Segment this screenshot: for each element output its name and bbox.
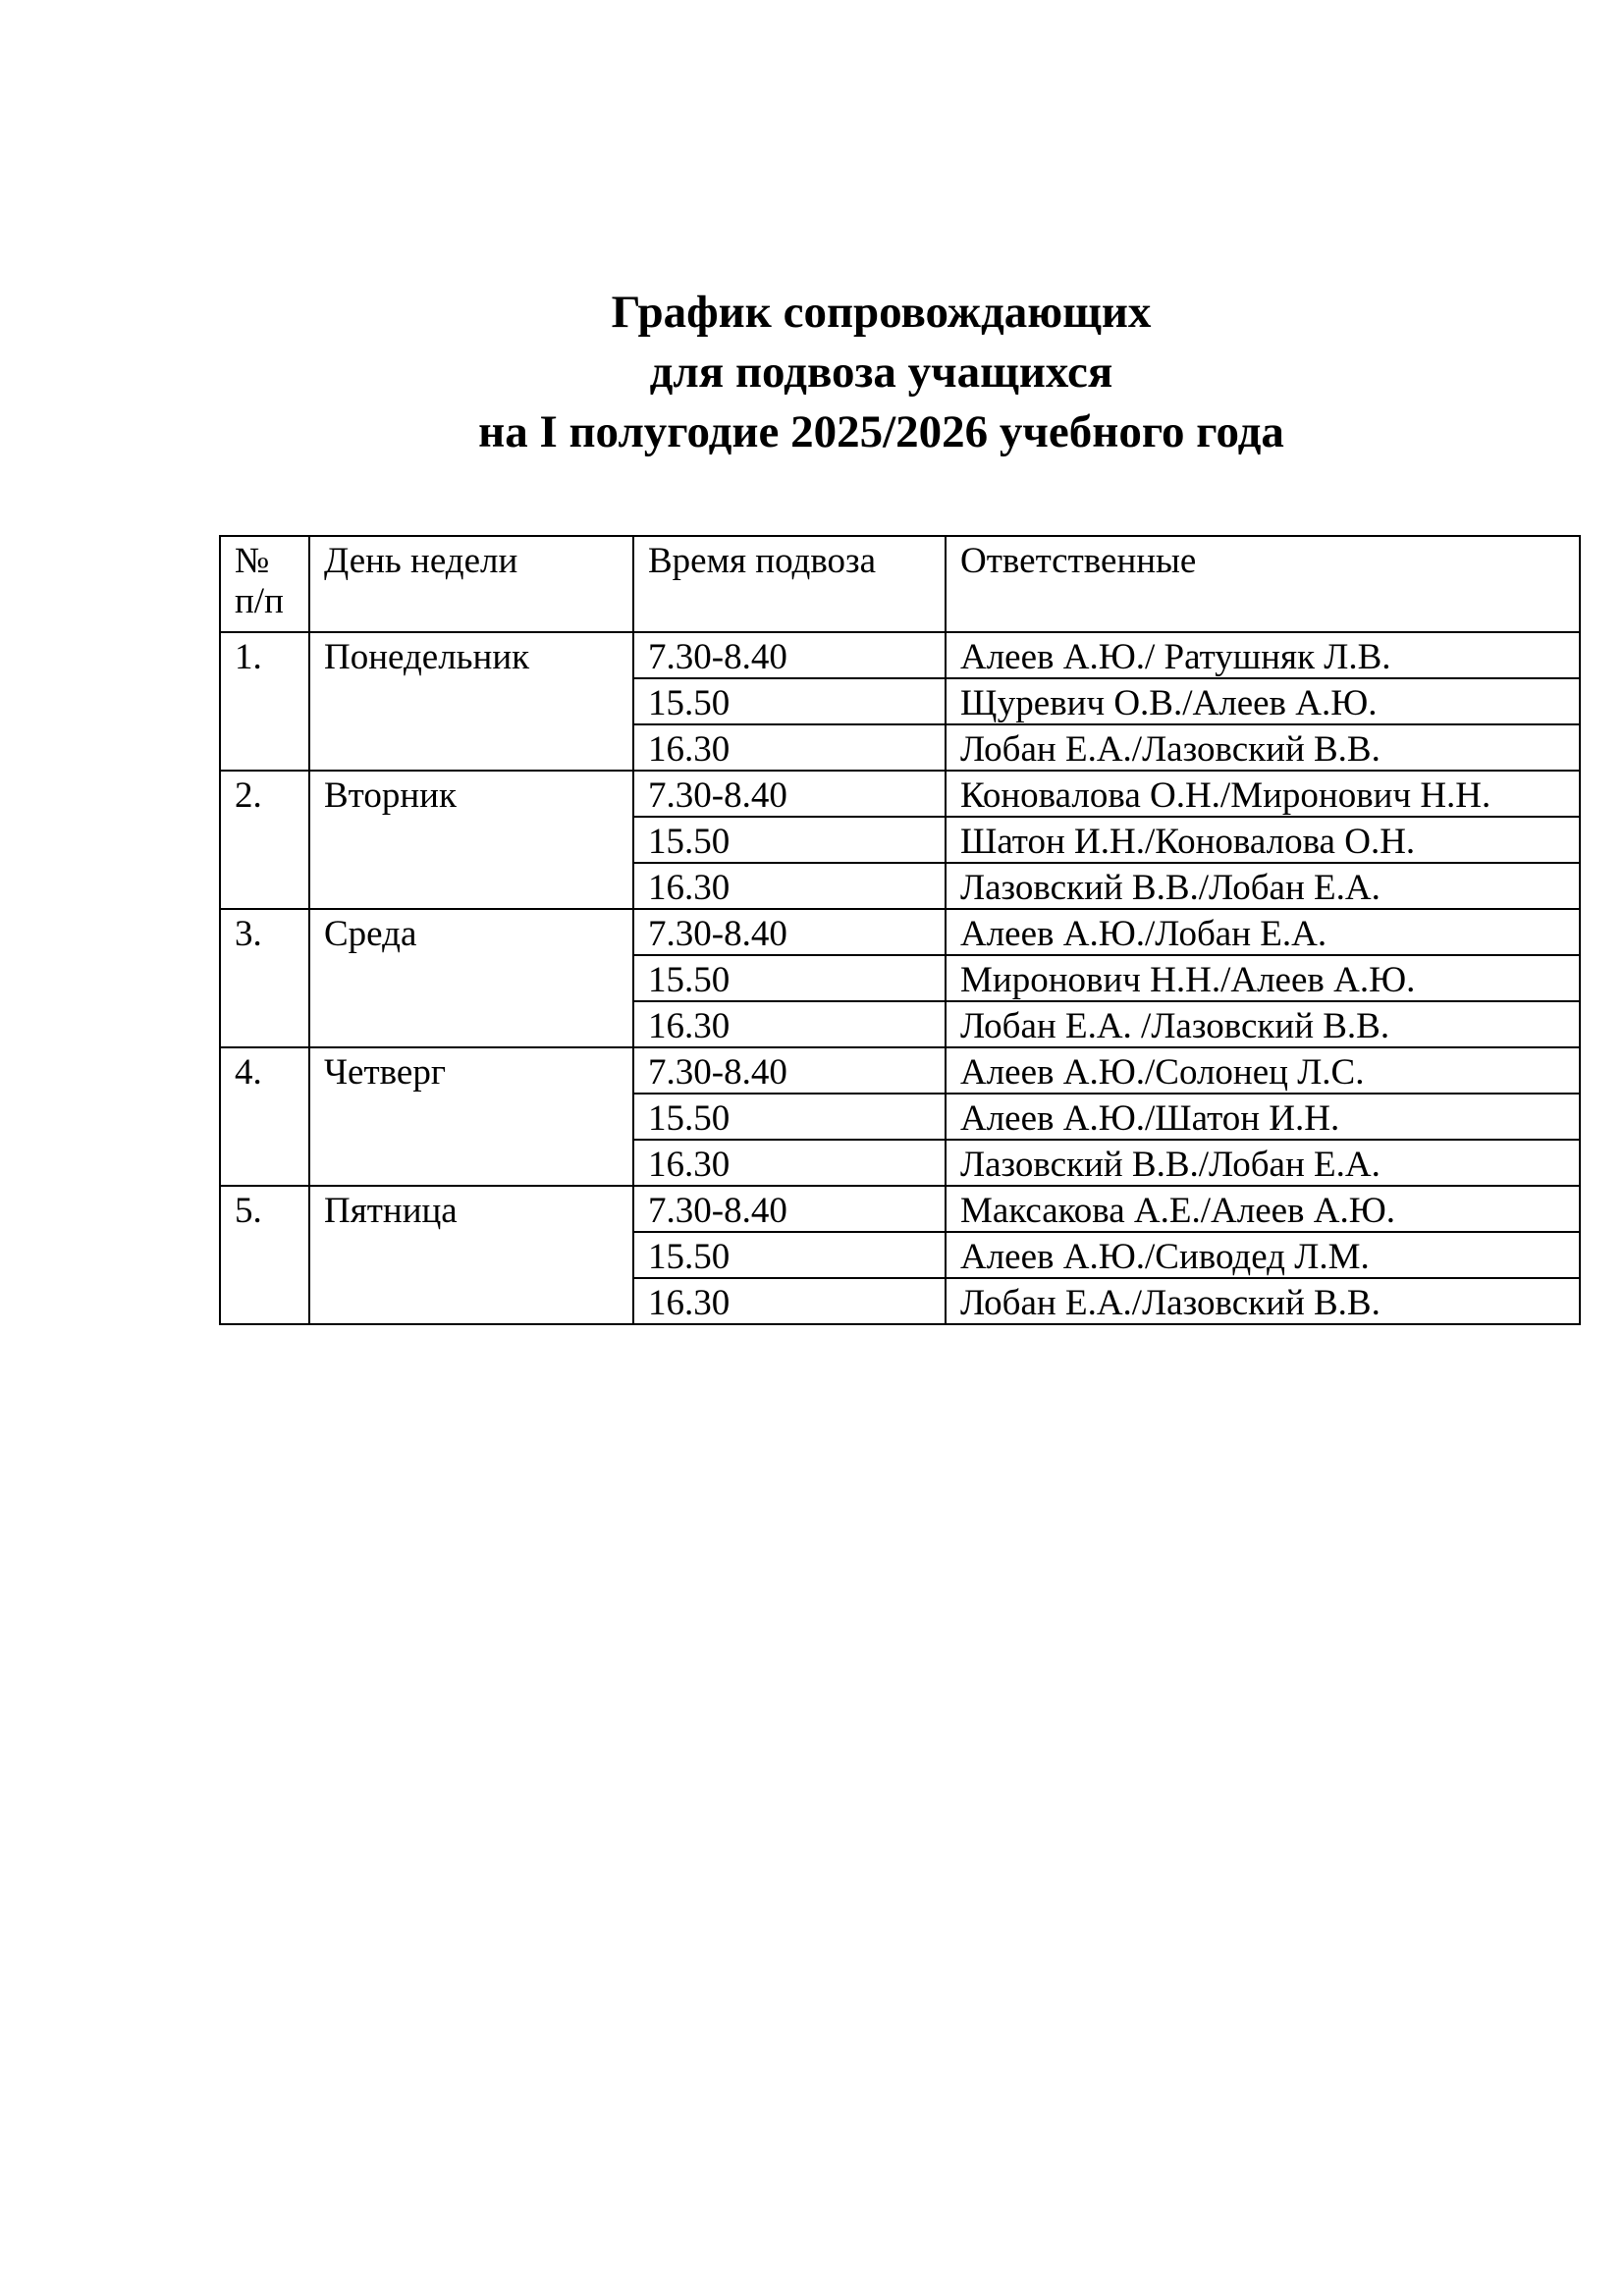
weekday: Среда [309,909,633,1047]
time-slot: 7.30-8.40 [633,632,946,678]
row-number: 1. [220,632,309,771]
responsible-persons: Миронович Н.Н./Алеев А.Ю. [946,955,1580,1001]
time-slot: 16.30 [633,1001,946,1047]
table-header-row [220,536,1580,632]
weekday: Понедельник [309,632,633,771]
time-slot: 7.30-8.40 [633,909,946,955]
table-row [220,771,1580,817]
table-row [220,1047,1580,1094]
responsible-persons: Лобан Е.А./Лазовский В.В. [946,724,1580,771]
time-slot: 15.50 [633,1232,946,1278]
responsible-persons: Шатон И.Н./Коновалова О.Н. [946,817,1580,863]
table-row [220,632,1580,678]
time-slot: 7.30-8.40 [633,1186,946,1232]
table-row [220,1186,1580,1232]
document-title [0,283,1624,462]
responsible-persons: Лазовский В.В./Лобан Е.А. [946,863,1580,909]
schedule-table [219,535,1581,1325]
responsible-persons: Алеев А.Ю./Лобан Е.А. [946,909,1580,955]
time-slot: 15.50 [633,955,946,1001]
row-number: 4. [220,1047,309,1186]
header-num-label: № п/п [235,541,284,621]
time-slot: 15.50 [633,1094,946,1140]
weekday: Вторник [309,771,633,909]
title-line-1: График сопровождающих [611,287,1152,338]
time-slot: 15.50 [633,678,946,724]
title-line-2: для подвоза учащихся [649,347,1113,398]
responsible-persons: Алеев А.Ю./Сиводед Л.М. [946,1232,1580,1278]
header-num [220,536,309,632]
header-day: День недели [309,536,633,632]
time-slot: 16.30 [633,1140,946,1186]
responsible-persons: Коновалова О.Н./Миронович Н.Н. [946,771,1580,817]
weekday: Пятница [309,1186,633,1324]
row-number: 5. [220,1186,309,1324]
time-slot: 15.50 [633,817,946,863]
responsible-persons: Алеев А.Ю./Шатон И.Н. [946,1094,1580,1140]
row-number: 2. [220,771,309,909]
time-slot: 16.30 [633,1278,946,1324]
header-time: Время подвоза [633,536,946,632]
time-slot: 7.30-8.40 [633,1047,946,1094]
weekday: Четверг [309,1047,633,1186]
responsible-persons: Лазовский В.В./Лобан Е.А. [946,1140,1580,1186]
responsible-persons: Лобан Е.А./Лазовский В.В. [946,1278,1580,1324]
responsible-persons: Алеев А.Ю./ Ратушняк Л.В. [946,632,1580,678]
responsible-persons: Максакова А.Е./Алеев А.Ю. [946,1186,1580,1232]
responsible-persons: Лобан Е.А. /Лазовский В.В. [946,1001,1580,1047]
title-line-3: на I полугодие 2025/2026 учебного года [478,406,1284,457]
responsible-persons: Щуревич О.В./Алеев А.Ю. [946,678,1580,724]
row-number: 3. [220,909,309,1047]
time-slot: 7.30-8.40 [633,771,946,817]
responsible-persons: Алеев А.Ю./Солонец Л.С. [946,1047,1580,1094]
time-slot: 16.30 [633,863,946,909]
time-slot: 16.30 [633,724,946,771]
table-row [220,909,1580,955]
header-responsible: Ответственные [946,536,1580,632]
